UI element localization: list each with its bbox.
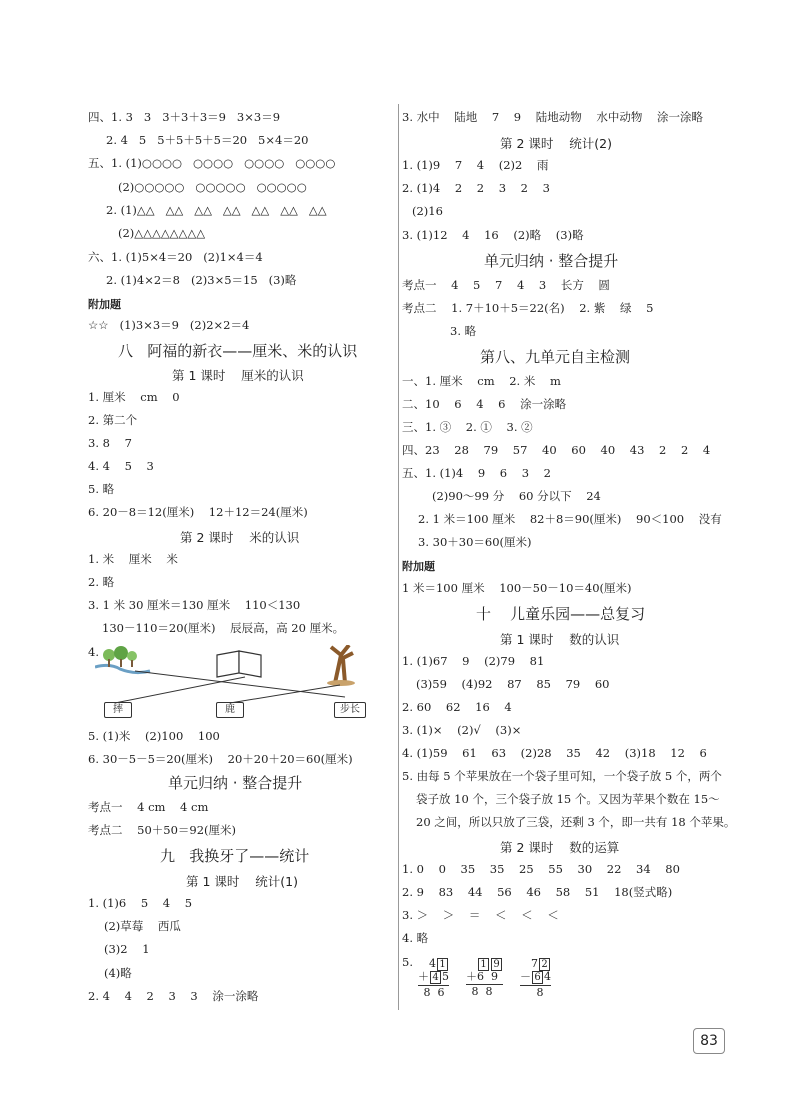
lesson-title: 第 1 课时 厘米的认识: [172, 368, 304, 383]
unit-title: 八 阿福的新衣——厘米、米的认识: [118, 342, 358, 360]
result: 8 8: [471, 985, 493, 998]
answer-line: 3. 8 7: [88, 436, 132, 450]
answer-line: 1. 0 0 35 35 25 55 30 22 34 80: [402, 862, 680, 876]
lesson-title: 第 2 课时 数的运算: [500, 840, 620, 855]
operator: ＋: [466, 970, 477, 983]
bonus-heading: 附加题: [402, 560, 435, 573]
answer-line: 5. (1)米 (2)100 100: [88, 729, 220, 743]
answer-line: 3. ＞ ＞ ＝ ＜ ＜ ＜: [402, 908, 559, 922]
answer-line: (2)90～99 分 60 分以下 24: [432, 489, 601, 503]
answer-box: 4: [430, 971, 441, 984]
answer-line: (3)2 1: [104, 942, 150, 956]
result: 8: [536, 986, 544, 999]
bonus-heading: 附加题: [88, 298, 121, 311]
answer-line: 20 之间，所以只放了三袋，还剩 3 个，即一共有 18 个苹果。: [416, 815, 736, 829]
book-icon: [217, 651, 261, 677]
answer-line: 4. 略: [402, 931, 429, 945]
operator: ＋: [418, 970, 429, 983]
answer-line: 2. 4 4 2 3 3 涂一涂略: [88, 989, 259, 1003]
answer-line: ☆☆ (1)3×3＝9 (2)2×2＝4: [88, 318, 250, 332]
digit: 7: [531, 957, 538, 970]
answer-line: 3. (1)12 4 16 (2)略 (3)略: [402, 228, 584, 242]
answer-line: 3. 略: [450, 324, 477, 338]
answer-line: 5. 由每 5 个苹果放在一个袋子里可知，一个袋子放 5 个，两个: [402, 769, 722, 783]
answer-line: 5. 略: [88, 482, 115, 496]
answer-line: 四、23 28 79 57 40 60 40 43 2 2 4: [402, 443, 711, 457]
answer-line: 考点二 50＋50＝92(厘米): [88, 823, 236, 837]
answer-line: 1. 厘米 cm 0: [88, 390, 180, 404]
answer-line: 考点一 4 cm 4 cm: [88, 800, 209, 814]
answer-line: 2. (1)△△ △△ △△ △△ △△ △△ △△: [106, 203, 327, 217]
answer-line: 2. 4 5 5＋5＋5＋5＝20 5×4＝20: [106, 133, 309, 147]
tree-icon: [327, 645, 355, 686]
answer-line: 2. 第二个: [88, 413, 138, 427]
result: 8 6: [423, 986, 445, 999]
answer-line: (2)16: [412, 204, 443, 218]
answer-line: 1. (1)67 9 (2)79 81: [402, 654, 545, 668]
column-divider: [398, 104, 399, 1010]
answer-line: 2. 9 83 44 56 46 58 51 18(竖式略): [402, 885, 673, 899]
answer-line: 三、1. ③ 2. ① 3. ②: [402, 420, 533, 434]
answer-line: (4)略: [104, 966, 132, 980]
answer-line: 3. 1 米 30 厘米＝130 厘米 110＜130: [88, 598, 301, 612]
answer-line: 1. (1)9 7 4 (2)2 雨: [402, 158, 549, 172]
word-card: 摔: [104, 702, 132, 718]
answer-line: 四、1. 3 3 3＋3＋3＝9 3×3＝9: [88, 110, 281, 124]
answer-line: 1. 米 厘米 米: [88, 552, 178, 566]
lesson-title: 第 2 课时 统计(2): [500, 136, 612, 151]
lesson-title: 第 2 课时 米的认识: [180, 530, 300, 545]
operator: －: [520, 970, 531, 983]
answer-line: 3. 水中 陆地 7 9 陆地动物 水中动物 涂一涂略: [402, 110, 703, 124]
lesson-title: 第 1 课时 数的认识: [500, 632, 620, 647]
answer-line: (3)59 (4)92 87 85 79 60: [416, 677, 610, 691]
unit-title: 九 我换牙了——统计: [160, 847, 310, 865]
digit: 4: [544, 970, 551, 983]
answer-line: (2)○○○○○ ○○○○○ ○○○○○: [118, 180, 307, 194]
answer-line: 六、1. (1)5×4＝20 (2)1×4＝4: [88, 250, 263, 264]
section-title: 单元归纳 · 整合提升: [484, 252, 619, 270]
answer-line: (2)草莓 西瓜: [104, 919, 181, 933]
answer-box: 1: [478, 958, 489, 971]
answer-line: 2. (1)4×2＝8 (2)3×5＝15 (3)略: [106, 273, 297, 287]
digit: 6 9: [477, 970, 498, 983]
lesson-title: 第 1 课时 统计(1): [186, 874, 298, 889]
word-card: 鹿: [216, 702, 244, 718]
answer-line: 2. 1 米＝100 厘米 82＋8＝90(厘米) 90＜100 没有: [418, 512, 722, 526]
digit: 5: [442, 970, 449, 983]
answer-line: 5.: [402, 955, 413, 969]
answer-line: 五、1. (1)○○○○ ○○○○ ○○○○ ○○○○: [88, 156, 336, 170]
answer-line: 1 米＝100 厘米 100－50－10＝40(厘米): [402, 581, 632, 595]
answer-line: 6. 30－5－5＝20(厘米) 20＋20＋20＝60(厘米): [88, 752, 353, 766]
answer-box: 2: [539, 958, 550, 971]
answer-box: 1: [437, 958, 448, 971]
answer-box: 6: [532, 971, 543, 984]
answer-line: 袋子放 10 个，三个袋子放 15 个。又因为苹果个数在 15～: [416, 792, 720, 806]
answer-line: 2. 60 62 16 4: [402, 700, 512, 714]
vertical-calc: [520, 958, 551, 999]
section-title: 第八、九单元自主检测: [480, 348, 631, 366]
answer-line: (2)△△△△△△△△: [118, 226, 206, 240]
answer-line: 二、10 6 4 6 涂一涂略: [402, 397, 567, 411]
answer-line: 考点二 1. 7＋10＋5＝22(名) 2. 紫 绿 5: [402, 301, 654, 315]
answer-line: 2. 略: [88, 575, 115, 589]
vertical-calc: [466, 958, 503, 998]
digit: 4: [429, 957, 436, 970]
section-title: 单元归纳 · 整合提升: [168, 774, 303, 792]
answer-line: 一、1. 厘米 cm 2. 米 m: [402, 374, 561, 388]
answer-line: 3. (1)× (2)√ (3)×: [402, 723, 522, 737]
word-card: 步长: [334, 702, 366, 718]
answer-line: 3. 30＋30＝60(厘米): [418, 535, 532, 549]
answer-line: 考点一 4 5 7 4 3 长方 圆: [402, 278, 610, 292]
answer-line: 130－110＝20(厘米) 辰辰高，高 20 厘米。: [102, 621, 345, 635]
page-number: 83: [693, 1028, 725, 1054]
answer-line: 五、1. (1)4 9 6 3 2: [402, 466, 551, 480]
vertical-calc: [418, 958, 449, 999]
river-trees-icon: [95, 646, 150, 673]
answer-line: 4. (1)59 61 63 (2)28 35 42 (3)18 12 6: [402, 746, 707, 760]
answer-line: 6. 20－8＝12(厘米) 12＋12＝24(厘米): [88, 505, 308, 519]
answer-line: 4.: [88, 645, 99, 659]
unit-title: 十 儿童乐园——总复习: [476, 605, 646, 623]
answer-line: 1. (1)6 5 4 5: [88, 896, 193, 910]
answer-line: 4. 4 5 3: [88, 459, 154, 473]
answer-box: 9: [491, 958, 502, 971]
answer-line: 2. (1)4 2 2 3 2 3: [402, 181, 550, 195]
